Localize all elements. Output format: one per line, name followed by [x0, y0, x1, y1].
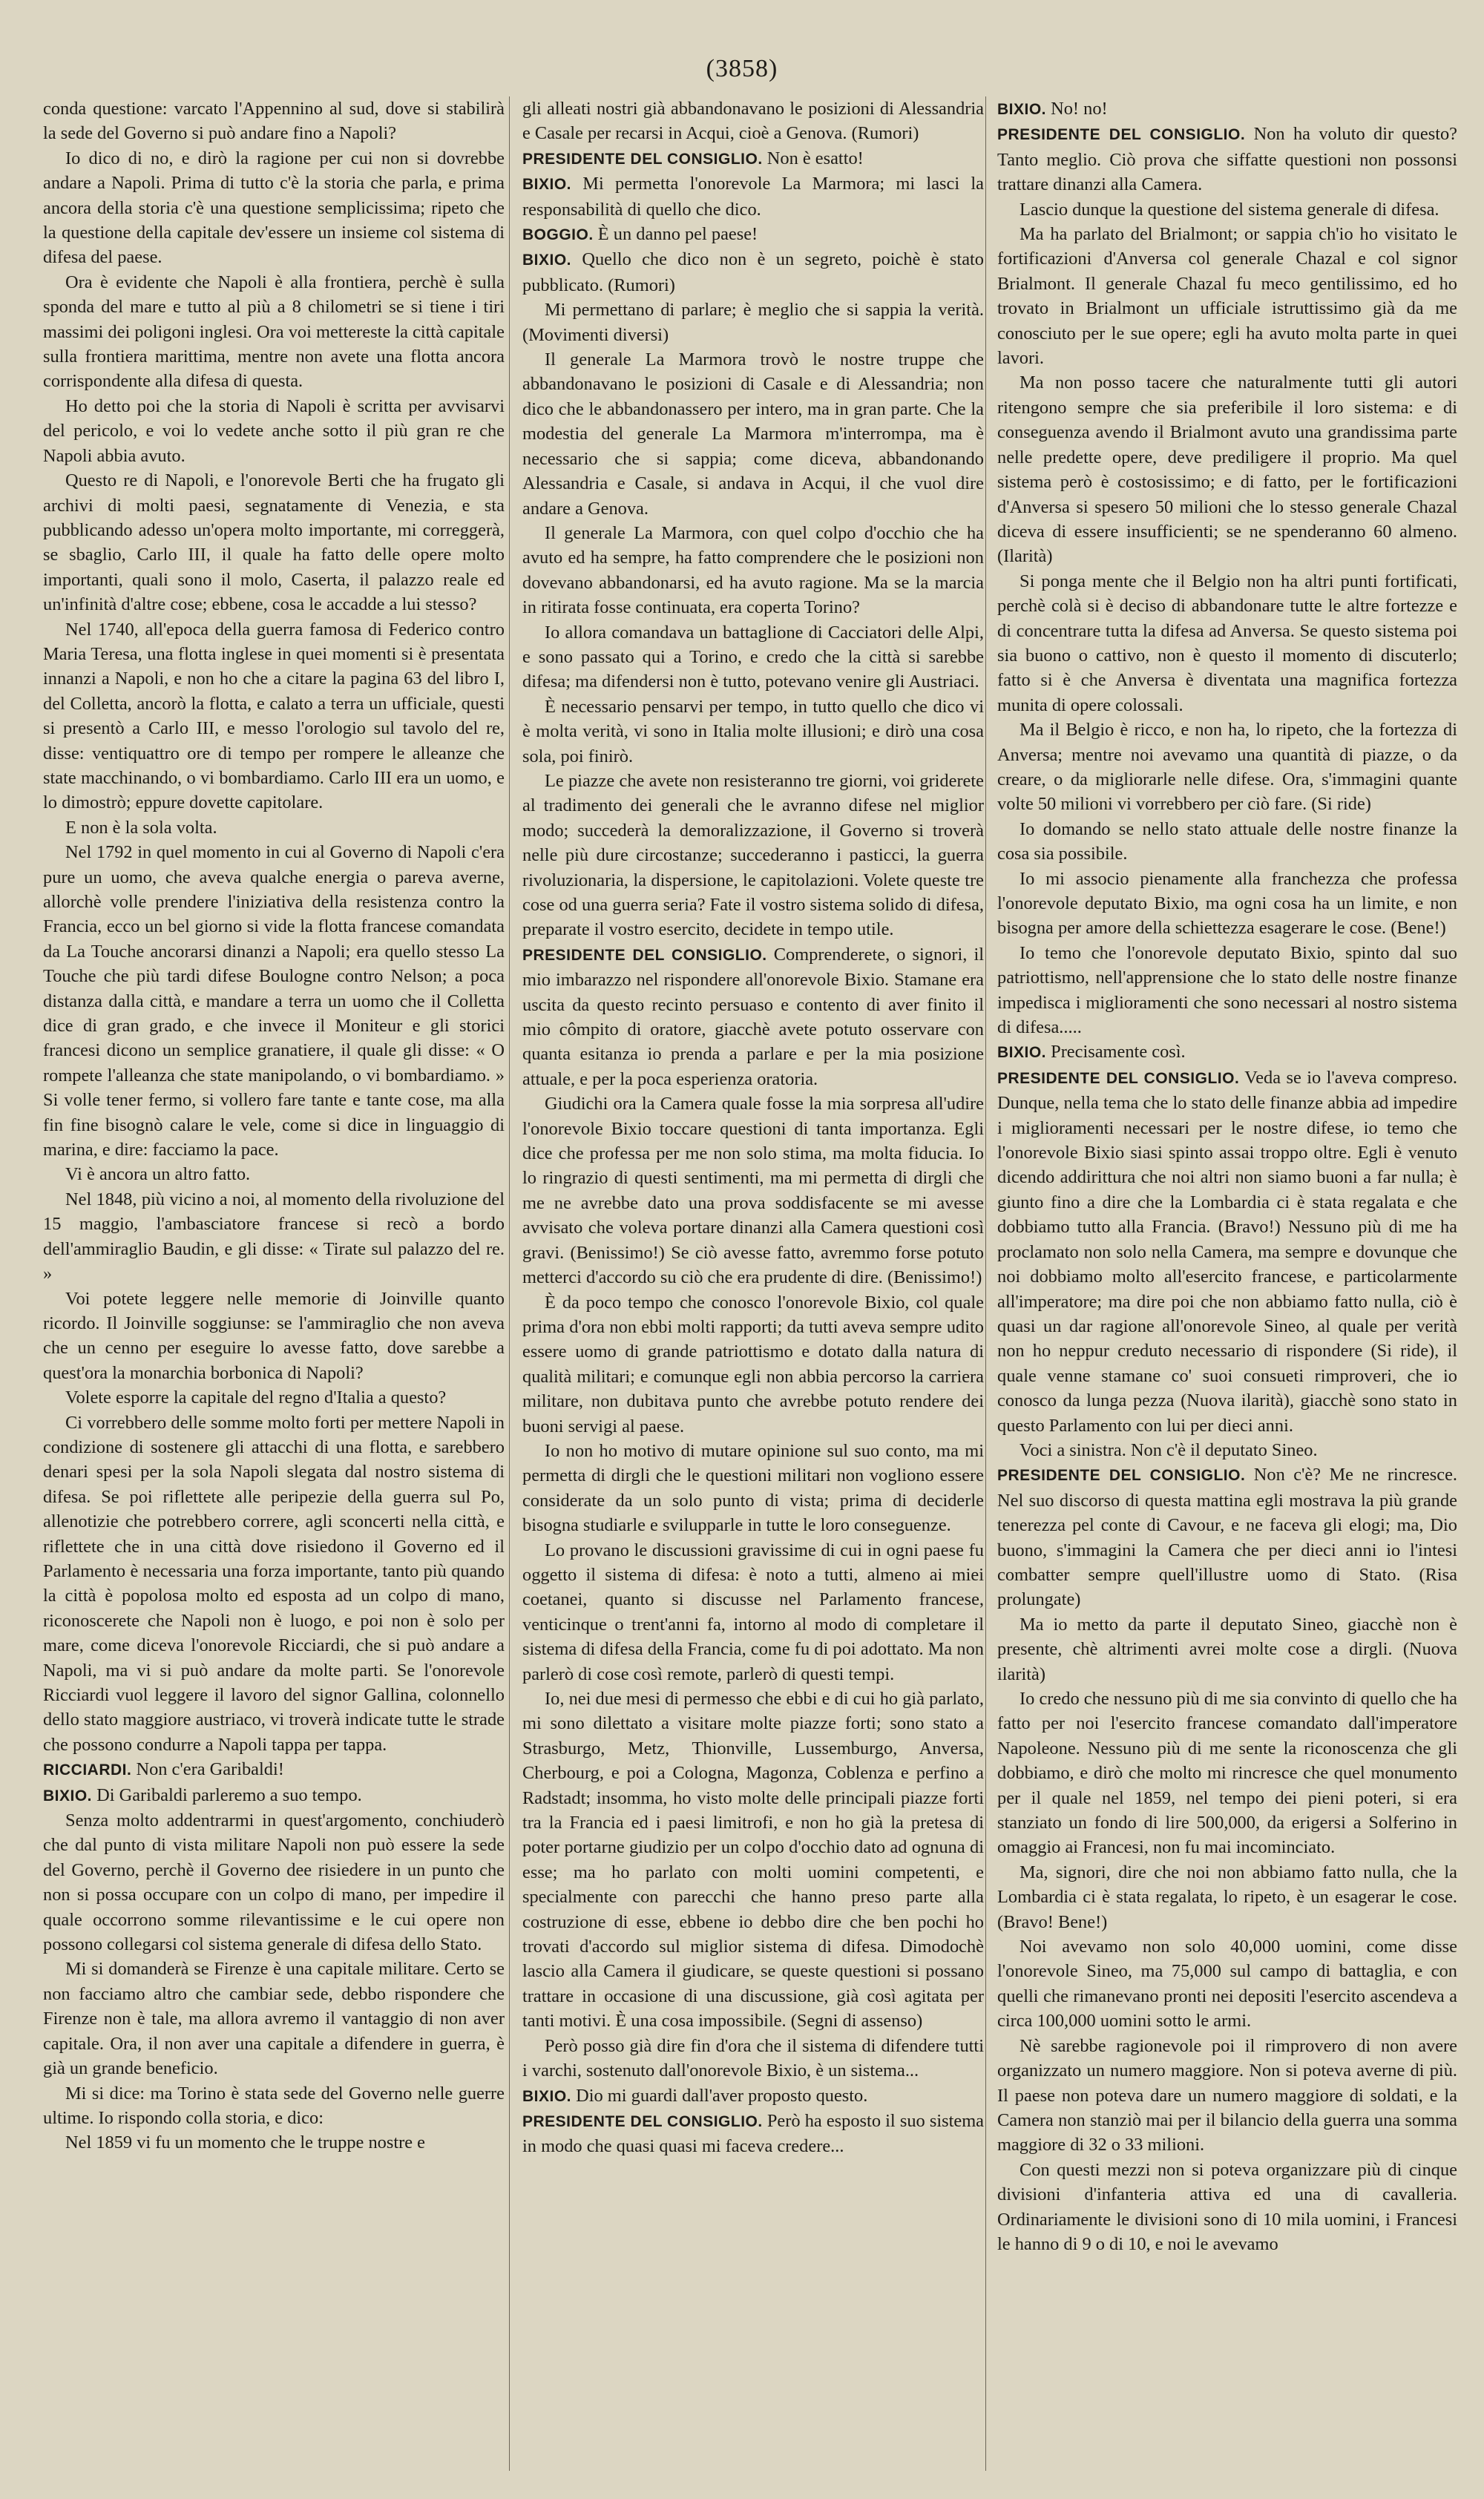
- body-paragraph: [997, 2034, 1457, 2158]
- speaker-name: BIXIO.: [43, 1787, 93, 1805]
- speech-paragraph: [522, 146, 984, 171]
- paragraph-text: Si ponga mente che il Belgio non ha altri punti fortificati, perchè colà si è deciso di abbandonare tutte le altre fortezze e di concentrare tutta la difesa ad Anversa. Se questo sistema poi sia buono o cattivo, non è questo il momento di discuterlo; fatto si è che Anversa è diventata una magnifica fortezza munita di opere colossali.: [997, 571, 1457, 715]
- body-paragraph: [522, 2034, 984, 2083]
- column-divider: [509, 96, 510, 2471]
- paragraph-text: E non è la sola volta.: [65, 817, 217, 838]
- paragraph-text: Nel 1859 vi fu un momento che le truppe nostre e: [65, 2132, 425, 2153]
- paragraph-text: Io temo che l'onorevole deputato Bixio, spinto dal suo patriottismo, nell'apprensione che lo stato delle nostre finanze impedisca i miglioramenti che sono necessari al nostro sistema di difesa.....: [997, 942, 1457, 1038]
- paragraph-text: Io allora comandava un battaglione di Cacciatori delle Alpi, e sono passato qui a Torino, e credo che la città si sarebbe difesa; ma difendersi non è tutto, potevano venire gli Austriaci.: [522, 622, 984, 692]
- paragraph-text: Comprenderete, o signori, il mio imbarazzo nel rispondere all'onorevole Bixio. Stamane era uscita da questo recinto persuaso e contento di aver finito il mio cômpito di oratore, giacchè avete potuto osservare con quanta esitanza io prenda a parlare e per la mia posizione attuale, e per la poca esperienza oratoria.: [522, 944, 984, 1089]
- body-paragraph: [43, 1411, 505, 1758]
- body-paragraph: [997, 717, 1457, 817]
- body-paragraph: [522, 769, 984, 942]
- speech-paragraph: [997, 96, 1457, 122]
- body-paragraph: [997, 1612, 1457, 1687]
- paragraph-text: conda questione: varcato l'Appennino al sud, dove si stabilirà la sede del Governo si può andare fino a Napoli?: [43, 99, 505, 144]
- paragraph-text: Mi permetta l'onorevole La Marmora; mi lasci la responsabilità di quello che dico.: [522, 174, 984, 220]
- body-paragraph: [997, 1934, 1457, 2034]
- paragraph-text: Quello che dico non è un segreto, poichè è stato pubblicato. (Rumori): [522, 249, 984, 295]
- column-divider: [985, 96, 986, 2471]
- text-column-3: [997, 96, 1457, 2478]
- paragraph-text: No! no!: [1051, 99, 1108, 119]
- paragraph-text: Vi è ancora un altro fatto.: [65, 1164, 251, 1185]
- body-paragraph: [43, 1162, 505, 1186]
- paragraph-text: Nel 1792 in quel momento in cui al Governo di Napoli c'era pure un uomo, che aveva qualche energia o pareva averne, allorchè volle prendere l'iniziativa della resistenza contro la Francia, ecco un bel giorno si vide la flotta francese comandata da La Touche ancorarsi dinanzi a Napoli; era quello stesso La Touche che più tardi difese Boulogne contro Nelson; a poca distanza dalla città, e mandare a terra un uomo che il Colletta dice di gran grado, e che invece il Moniteur e gli storici francesi dicono un semplice granatiere, il quale gli disse: « O rompete l'alleanza che state manipolando, o vi bombardiamo. » Si volle tener fermo, si vollero fare tante e tante cose, ma alla fin fine bisognò calare le vele, come si dice in linguaggio di marina, e dire: facciamo la pace.: [43, 842, 505, 1160]
- paragraph-text: Ora è evidente che Napoli è alla frontiera, perchè è sulla sponda del mare e tutto al più a 8 chilometri se si tiene i tiri massimi dei poligoni inglesi. Ora voi mettereste la città capitale sulla frontiera marittima, mentre non avete una flotta ancora corrispondente alla difesa di questa.: [43, 272, 505, 392]
- paragraph-text: Non c'è? Me ne rincresce. Nel suo discorso di questa mattina egli mostrava la più grande tenerezza pel conte di Cavour, e ne faceva gli elogi; ma, Dio buono, s'immagini la Camera che per dieci anni io l'intesi combatter sempre quell'illustre uomo di Stato. (Risa prolungate): [997, 1465, 1457, 1610]
- paragraph-text: Però posso già dire fin d'ora che il sistema di difendere tutti i varchi, sostenuto dall'onorevole Bixio, è un sistema...: [522, 2035, 984, 2081]
- body-paragraph: [997, 569, 1457, 717]
- paragraph-text: Voci a sinistra. Non c'è il deputato Sineo.: [1020, 1439, 1318, 1460]
- body-paragraph: [522, 1091, 984, 1290]
- speech-paragraph: [522, 942, 984, 1091]
- paragraph-text: Non è esatto!: [766, 148, 864, 168]
- body-paragraph: [522, 1290, 984, 1439]
- speech-paragraph: [43, 1757, 505, 1782]
- body-paragraph: [522, 1538, 984, 1687]
- body-paragraph: [43, 815, 505, 840]
- paragraph-text: È necessario pensarvi per tempo, in tutto quello che dico vi è molta verità, vi sono in Italia molte illusioni; e dirò una cosa sola, poi finirò.: [522, 696, 984, 766]
- body-paragraph: [997, 2158, 1457, 2257]
- paragraph-text: Noi avevamo non solo 40,000 uomini, come disse l'onorevole Sineo, ma 75,000 sul campo di battaglia, e con quelli che rimanevano pronti nei depositi l'esercito ascendeva a circa 100,000 uomini sotto le armi.: [997, 1937, 1457, 2032]
- paragraph-text: È da poco tempo che conosco l'onorevole Bixio, col quale prima d'ora non ebbi molti rapporti; da tutti aveva sempre udito essere uomo di grande patriottismo e dotato dalla natura di qualità militari; e comunque egli non abbia percorso la carriera militare, non dubitava punto che avrebbe potuto rendere dei buoni servigi al paese.: [522, 1292, 984, 1436]
- paragraph-text: Giudichi ora la Camera quale fosse la mia sorpresa all'udire l'onorevole Bixio toccare questioni di tanta importanza. Egli dice che professa per me non solo stima, ma molta fiducia. Io lo ringrazio di questi sentimenti, ma mi permetta di dirgli che me ne avrebbe dato una prova soddisfacente se mi avesse avvisato che voleva portare dinanzi alla Camera questioni così gravi. (Benissimo!) Se ciò avesse fatto, avremmo forse potuto metterci d'accordo su ciò che era prudente di dire. (Benissimo!): [522, 1094, 984, 1288]
- speaker-name: BIXIO.: [522, 252, 572, 269]
- body-paragraph: [522, 1439, 984, 1538]
- paragraph-text: Le piazze che avete non resisteranno tre giorni, voi griderete al tradimento dei generali che le avranno difese nel miglior modo; succederà la demoralizzazione, il Governo si troverà nelle più dure circostanze; succederanno i pasticci, la guerra rivoluzionaria, la dispersione, le capitolazioni. Volete queste tre cose od una guerra seria? Fate il vostro sistema solido di difesa, preparate il vostro esercito, decidete in tempo utile.: [522, 770, 984, 940]
- speaker-name: PRESIDENTE DEL CONSIGLIO.: [997, 1467, 1246, 1485]
- speech-paragraph: [522, 247, 984, 298]
- body-paragraph: [997, 1438, 1457, 1462]
- paragraph-text: Ma il Belgio è ricco, e non ha, lo ripeto, che la fortezza di Anversa; mentre noi avevamo una quantità di piazze, o da creare, o da migliorarle nelle difese. Ora, s'immagini quante volte 50 milioni vi vorrebbero per ciò fare. (Si ride): [997, 720, 1457, 815]
- body-paragraph: [522, 1687, 984, 2034]
- paragraph-text: Nel 1740, all'epoca della guerra famosa di Federico contro Maria Teresa, una flotta inglese in quei momenti si è presentata innanzi a Napoli, e non ho che a citare la pagina 63 del libro I, del Colletta, ancorò la flotta, e calato a terra un ufficiale, questi si presentò a Carlo III, e messo l'orologio sul tavolo del re, disse: ventiquattro ore di tempo per rompere le alleanze che state macchinando, o vi bombardiamo. Carlo III era un uomo, e lo dimostrò; eppure dovette capitolare.: [43, 619, 505, 813]
- paragraph-text: Lo provano le discussioni gravissime di cui in ogni paese fu oggetto il sistema di difesa: è noto a tutti, almeno ai miei coetanei, quanto si discusse nel Parlamento francese, venticinque o trent'anni fa, intorno al modo di completare il sistema di difesa della Francia, come fu di poi adottato. Ma non parlerò di cose così remote, parlerò di questi tempi.: [522, 1540, 984, 1684]
- paragraph-text: Non c'era Garibaldi!: [136, 1759, 284, 1780]
- body-paragraph: [43, 1808, 505, 1957]
- body-paragraph: [997, 1687, 1457, 1860]
- body-paragraph: [522, 620, 984, 694]
- paragraph-text: Io non ho motivo di mutare opinione sul suo conto, ma mi permetta di dirgli che le questioni militari non vogliono essere considerate da un solo punto di vista; prima di deciderle bisogna studiarle e svilupparle in tutte le loro conseguenze.: [522, 1440, 984, 1536]
- body-paragraph: [43, 1385, 505, 1410]
- body-paragraph: [43, 468, 505, 617]
- speaker-name: RICCIARDI.: [43, 1761, 132, 1779]
- body-paragraph: [522, 298, 984, 347]
- paragraph-text: Mi si domanderà se Firenze è una capitale militare. Certo se non facciamo altro che cambiar sede, debbo rispondere che Firenze non è tale, ma allora avremo il vantaggio di non aver capitale. Ora, il non aver una capitale a difendere in guerra, è già un grande beneficio.: [43, 1959, 505, 2079]
- speech-paragraph: [997, 1040, 1457, 1065]
- paragraph-text: Volete esporre la capitale del regno d'Italia a questo?: [65, 1388, 447, 1408]
- body-paragraph: [43, 2130, 505, 2155]
- text-column-1: [43, 96, 505, 2478]
- paragraph-text: Precisamente così.: [1051, 1042, 1186, 1063]
- body-paragraph: [43, 394, 505, 468]
- paragraph-text: È un danno pel paese!: [597, 224, 758, 245]
- body-paragraph: [43, 617, 505, 815]
- body-paragraph: [522, 694, 984, 769]
- speech-paragraph: [522, 222, 984, 247]
- paragraph-text: Ci vorrebbero delle somme molto forti per mettere Napoli in condizione di sostenere gli attacchi di una flotta, e sarebbero denari spesi per la sola Napoli slegata dal nostro sistema di difesa. Se poi riflettete alle peripezie della guerra sul Po, allenotizie che potrebbero correre, agli sconcerti nella città, e riflettete che in una città dove risiedono il Governo ed il Parlamento è necessaria una forza importante, tanto più quando la città è popolosa molto ed esposta ad un colpo di mano, riconoscerete che Napoli non è luogo, e poi non è solo per mare, come diceva l'onorevole Ricciardi, che si può andare a Napoli, ma vi si può andare da molte parti. Se l'onorevole Ricciardi vuol leggere il lavoro del signor Gallina, colonnello dello stato maggiore austriaco, vi troverà indicate tutte le strade che possono condurre a Napoli tappa per tappa.: [43, 1412, 505, 1755]
- paragraph-text: Questo re di Napoli, e l'onorevole Berti che ha frugato gli archivi di molti paesi, segnatamente di Venezia, e sta pubblicando adesso un'opera molto importante, mi correggerà, se sbaglio, Carlo III, il quale ha fatto delle opere molto importanti, quali sono il molo, Caserta, il palazzo reale ed un'infinità d'altre cose; ebbene, cosa le accadde a lui stesso?: [43, 470, 505, 615]
- paragraph-text: Di Garibaldi parleremo a suo tempo.: [96, 1784, 362, 1805]
- paragraph-text: Ma io metto da parte il deputato Sineo, giacchè non è presente, chè altrimenti avrei molte cose a dirgli. (Nuova ilarità): [997, 1614, 1457, 1684]
- body-paragraph: [997, 867, 1457, 941]
- paragraph-text: Ma ha parlato del Brialmont; or sappia ch'io ho visitato le fortificazioni d'Anversa col generale Chazal e col signor Brialmont. Il generale Chazal fu meco gentilissimo, ed ho trovato in Brialmont un ufficiale istruttissimo già da me conosciuto per le sue opere; egli ha avuto molta parte in quei lavori.: [997, 224, 1457, 369]
- text-column-2: [522, 96, 984, 2478]
- speaker-name: BIXIO.: [522, 176, 572, 194]
- paragraph-text: Nel 1848, più vicino a noi, al momento della rivoluzione del 15 maggio, l'ambasciatore francese si recò a bordo dell'ammiraglio Baudin, e gli disse: « Tirate sul palazzo del re. »: [43, 1189, 505, 1284]
- paragraph-text: Il generale La Marmora trovò le nostre truppe che abbandonavano le posizioni di Casale e di Alessandria; non dico che le abbandonassero per intero, ma in gran parte. Che la modestia del generale La Marmora m'interrompa, ma è necessario che si sappia; come diceva, abbandonando Alessandria e Casale, si andava in Acqui, il che vuol dire andare a Genova.: [522, 349, 984, 519]
- paragraph-text: Io mi associo pienamente alla franchezza che professa l'onorevole deputato Bixio, ma ogni cosa ha un limite, e non bisogna per amore della schiettezza esagerare le cose. (Bene!): [997, 868, 1457, 939]
- body-paragraph: [997, 222, 1457, 370]
- paragraph-text: Io domando se nello stato attuale delle nostre finanze la cosa sia possibile.: [997, 818, 1457, 864]
- body-paragraph: [997, 197, 1457, 222]
- speaker-name: BIXIO.: [997, 1044, 1047, 1062]
- speaker-name: BOGGIO.: [522, 226, 594, 244]
- paragraph-text: Ma, signori, dire che noi non abbiamo fatto nulla, che la Lombardia ci è stata regalata, lo ripeto, è un esagerar le cose. (Bravo! Bene!): [997, 1862, 1457, 1932]
- speaker-name: PRESIDENTE DEL CONSIGLIO.: [522, 150, 763, 168]
- body-paragraph: [43, 2081, 505, 2131]
- body-paragraph: [43, 96, 505, 146]
- paragraph-text: Veda se io l'aveva compreso. Dunque, nella tema che lo stato delle finanze abbia ad impedire i miglioramenti necessari per le nostre difese, io temo che l'onorevole Bixio siasi spinto assai troppo oltre. Egli è venuto dicendo addirittura che noi altri non siamo buoni a far nulla; è giunto fino a dire che la Lombardia ci è stata regalata e che dobbiamo tutto alla Francia. (Bravo!) Nessuno più di me ha proclamato non solo nella Camera, ma sempre e dovunque che noi dobbiamo molto all'esercito francese, e particolarmente all'imperatore; ma dire poi che non abbiamo fatto nulla, ciò è quasi un dar ragione all'onorevole Sineo, al quale per verità non ho neppur creduto necessario di rispondere (Si ride), il quale venne stamane co' suoi consueti rimproveri, che io conosco da lunga pezza (Nuova ilarità), giacchè sono stato in questo Parlamento con lui per dieci anni.: [997, 1067, 1457, 1436]
- body-paragraph: [997, 1860, 1457, 1934]
- speech-paragraph: [997, 122, 1457, 197]
- speech-paragraph: [997, 1065, 1457, 1438]
- paragraph-text: Con questi mezzi non si poteva organizzare più di cinque divisioni d'infanteria attiva ed una di cavalleria. Ordinariamente le divisioni sono di 10 mila uomini, i Francesi le hanno di 9 o di 10, e noi le avevamo: [997, 2159, 1457, 2254]
- paragraph-text: Mi si dice: ma Torino è stata sede del Governo nelle guerre ultime. Io rispondo colla storia, e dico:: [43, 2083, 505, 2128]
- body-paragraph: [997, 817, 1457, 867]
- speech-paragraph: [522, 171, 984, 222]
- body-paragraph: [43, 1287, 505, 1386]
- paragraph-text: Io, nei due mesi di permesso che ebbi e di cui ho già parlato, mi sono dilettato a visitare molte piazze forti; sono stato a Strasburgo, Metz, Thionville, Lussemburgo, Anversa, Cherbourg, e poi a Cologna, Magonza, Coblenza e perfino a Radstadt; insomma, ho visto molte delle principali piazze forti tra la Francia ed i paesi limitrofi, e non ho già la pretesa di poter portarne giudizio per un colpo d'occhio dato ad ognuna di esse; ma ho parlato con molti uomini competenti, e specialmente con parecchi che hanno preso parte alla costruzione di esse, ebbene io debbo dire che ben pochi ho trovati d'accordo sul miglior sistema di difesa. Dimodochè lascio alla Camera il giudicare, se queste questioni si possano trattare in occasione di una discussione, già così agitata per tanti motivi. È una cosa impossibile. (Segni di assenso): [522, 1689, 984, 2032]
- body-paragraph: [43, 270, 505, 394]
- paragraph-text: Senza molto addentrarmi in quest'argomento, conchiuderò che dal punto di vista militare Napoli non può essere la sede del Governo, perchè il Governo dee risiedere in un punto che non si possa occupare con un colpo di mano, per impedire il quale occorrono somme rilevantissime e le cui opere non possono collegarsi col sistema generale di difesa dello Stato.: [43, 1810, 505, 1955]
- paragraph-text: gli alleati nostri già abbandonavano le posizioni di Alessandria e Casale per recarsi in Acqui, cioè a Genova. (Rumori): [522, 99, 984, 144]
- body-paragraph: [43, 1187, 505, 1287]
- body-paragraph: [997, 370, 1457, 568]
- paragraph-text: Però ha esposto il suo sistema in modo che quasi quasi mi faceva credere...: [522, 2110, 984, 2157]
- paragraph-text: Ma non posso tacere che naturalmente tutti gli autori ritengono sempre che sia preferibile il loro sistema: e di conseguenza avendo il Brialmont avuto una grandissima parte nelle predette opere, deve prediligere il proprio. Ma quel sistema però è costosissimo; e di fatto, per le fortificazioni d'Anversa si spesero 50 milioni che lo stesso generale Chazal diceva di essere insufficienti; se ne spenderanno 60 almeno. (Ilarità): [997, 372, 1457, 567]
- body-paragraph: [522, 347, 984, 521]
- paragraph-text: Io credo che nessuno più di me sia convinto di quello che ha fatto per noi l'esercito francese comandato dall'imperatore Napoleone. Nessuno più di me sente la riconoscenza che gli dobbiamo, e dirò che molto mi rincresce che quel monumento per il quale nel 1859, nel tempo dei pieni poteri, si era stanziato un fondo di lire 500,000, da erigersi a Solferino in omaggio ai Francesi, non fu mai incominciato.: [997, 1689, 1457, 1858]
- paragraph-text: Il generale La Marmora, con quel colpo d'occhio che ha avuto ed ha sempre, ha fatto comprendere che le posizioni non dovevano abbandonarsi, ed ha avuto ragione. Ma se la marcia in ritirata fosse continuata, era coperta Torino?: [522, 522, 984, 618]
- paragraph-text: Lascio dunque la questione del sistema generale di difesa.: [1020, 199, 1439, 220]
- speech-paragraph: [522, 2083, 984, 2109]
- speech-paragraph: [43, 1783, 505, 1808]
- paragraph-text: Dio mi guardi dall'aver proposto questo.: [576, 2085, 868, 2106]
- body-paragraph: [522, 96, 984, 146]
- page-number: (3858): [706, 55, 778, 82]
- body-paragraph: [997, 941, 1457, 1040]
- speaker-name: PRESIDENTE DEL CONSIGLIO.: [522, 946, 767, 964]
- paragraph-text: Voi potete leggere nelle memorie di Joinville quanto ricordo. Il Joinville soggiunse: se l'ammiraglio che non aveva che un cenno per eseguire lo avesse fatto, dove sarebbe a quest'ora la monarchia borbonica di Napoli?: [43, 1288, 505, 1383]
- speaker-name: BIXIO.: [997, 101, 1047, 118]
- paragraph-text: Non ha voluto dir questo? Tanto meglio. Ciò prova che siffatte questioni non possonsi trattare dinanzi alla Camera.: [997, 124, 1457, 195]
- speaker-name: PRESIDENTE DEL CONSIGLIO.: [997, 1069, 1240, 1087]
- paragraph-text: Io dico di no, e dirò la ragione per cui non si dovrebbe andare a Napoli. Prima di tutto c'è la storia che parla, e prima ancora della storia c'è una questione semplicissima; ripeto che la questione della capitale dev'essere un insieme col sistema di difesa del paese.: [43, 148, 505, 268]
- speech-paragraph: [522, 2109, 984, 2159]
- speaker-name: BIXIO.: [522, 2087, 572, 2105]
- speaker-name: PRESIDENTE DEL CONSIGLIO.: [522, 2112, 763, 2130]
- body-paragraph: [43, 1957, 505, 2081]
- body-paragraph: [43, 840, 505, 1162]
- speaker-name: PRESIDENTE DEL CONSIGLIO.: [997, 126, 1246, 144]
- body-paragraph: [43, 146, 505, 270]
- paragraph-text: Ho detto poi che la storia di Napoli è scritta per avvisarvi del pericolo, e voi lo vedete anche sotto il più gran re che Napoli abbia avuto.: [43, 395, 505, 466]
- paragraph-text: Nè sarebbe ragionevole poi il rimprovero di non avere organizzato un numero maggiore. Non si poteva averne di più. Il paese non poteva dare un numero maggiore di soldati, e la Camera non stanziò mai per il bilancio della guerra una somma maggiore di 32 o 33 milioni.: [997, 2035, 1457, 2155]
- speech-paragraph: [997, 1462, 1457, 1612]
- paragraph-text: Mi permettano di parlare; è meglio che si sappia la verità. (Movimenti diversi): [522, 300, 984, 345]
- body-paragraph: [522, 521, 984, 620]
